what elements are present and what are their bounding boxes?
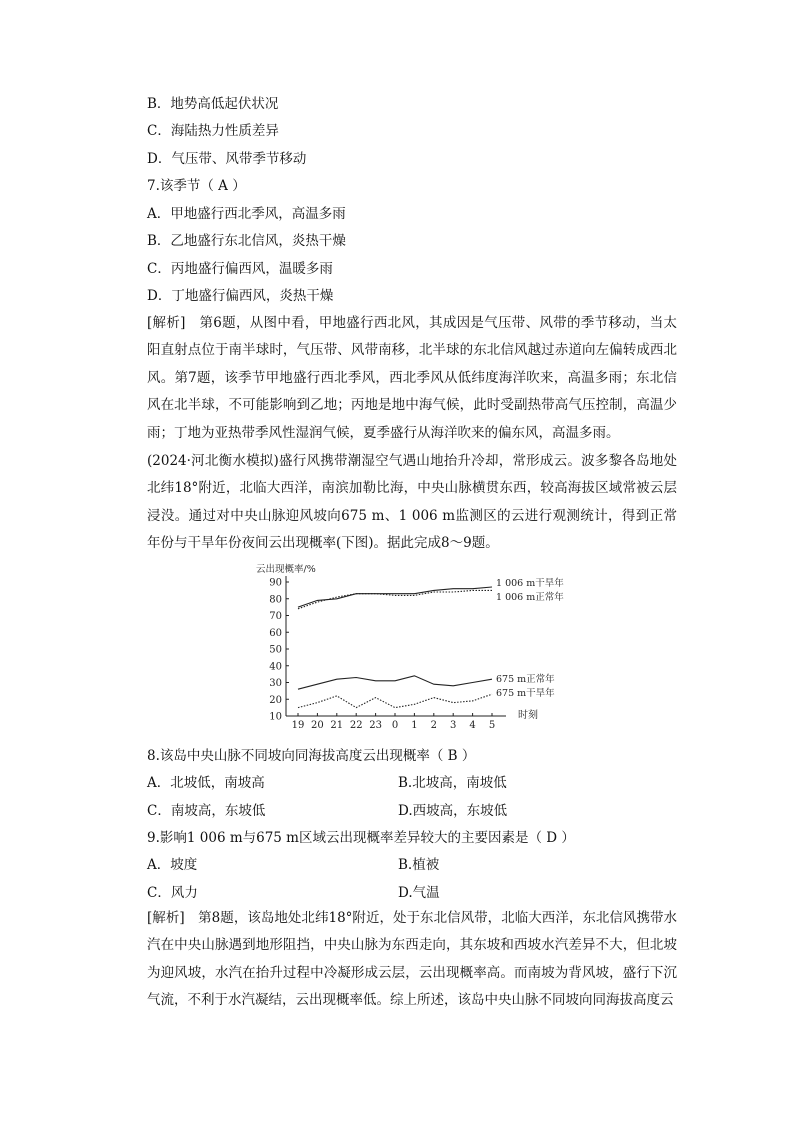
x-tick-label: 23 — [369, 720, 382, 730]
series-label-1: 1 006 m正常年 — [496, 592, 564, 603]
analysis-8-9: [解析] 第8题，该岛地处北纬18°附近，处于东北信风带，北临大西洋，东北信风携带水汽在中央山脉遇到地形阻挡，中央山脉为东西走向，其东坡和西坡水汽差异不大，但北坡为迎风坡，水汽在抬升过程中冷凝形成云层，云出现概率高。而南坡为背风坡，盛行下沉气流，不利于水汽凝结，云出现概率低。综上所述，该岛中央山脉不同坡向同海拔高度云 — [147, 910, 677, 1009]
q7-option-a: A．甲地盛行西北季风，高温多雨 — [147, 206, 346, 222]
q8-option-c: C．南坡高，东坡低 — [147, 803, 266, 819]
x-tick-label: 2 — [430, 720, 437, 730]
y-tick-label: 80 — [269, 594, 282, 606]
chart-axes — [286, 576, 506, 716]
series-line-3 — [298, 694, 492, 707]
x-tick-label: 1 — [411, 720, 418, 730]
y-tick-label: 40 — [269, 661, 282, 673]
analysis-6-7: [解析] 第6题，从图中看，甲地盛行西北风，其成因是气压带、风带的季节移动，当太阳直射点位于南半球时，气压带、风带南移，北半球的东北信风越过赤道向左偏转成西北风。第7题，该季节甲地盛行西北季风，西北季风从低纬度海洋吹来，高温多雨；东北信风在北半球，不可能影响到乙地；丙地是地中海气候，此时受副热带高气压控制，高温少雨；丁地为亚热带季风性湿润气候，夏季盛行从海洋吹来的偏东风，高温多雨。 — [147, 315, 677, 441]
y-tick-label: 50 — [269, 644, 282, 656]
y-tick-label: 70 — [269, 611, 282, 622]
series-line-2 — [298, 676, 492, 689]
series-label-3: 675 m干旱年 — [496, 688, 555, 699]
y-tick-label: 10 — [269, 711, 282, 723]
q8-option-b: B.北坡高，南坡低 — [398, 775, 507, 791]
chart-series-lines — [298, 587, 492, 708]
y-tick-label: 20 — [269, 694, 282, 706]
q9-stem: 9.影响1 006 m与675 m区域云出现概率差异较大的主要因素是（ D ） — [147, 830, 575, 846]
q7-option-d: D．丁地盛行偏西风，炎热干燥 — [147, 288, 334, 304]
chart-ylabel: 云出现概率/% — [256, 564, 316, 575]
q9-option-b: B.植被 — [398, 857, 440, 873]
series-label-2: 675 m正常年 — [496, 674, 555, 685]
x-tick-label: 3 — [450, 720, 457, 730]
x-tick-label: 20 — [311, 720, 324, 730]
q8-stem: 8.该岛中央山脉不同坡向同海拔高度云出现概率（ B ） — [147, 748, 476, 764]
q7-option-b: B．乙地盛行东北信风，炎热干燥 — [147, 233, 346, 249]
y-tick-label: 60 — [269, 627, 282, 639]
q7-stem: 7.该季节（ A ） — [147, 178, 246, 194]
q9-option-a: A．坡度 — [147, 857, 198, 873]
q7-option-c: C．丙地盛行偏西风，温暖多雨 — [147, 261, 333, 277]
x-tick-label: 0 — [391, 720, 399, 730]
x-tick-label: 21 — [330, 720, 344, 730]
series-label-0: 1 006 m干旱年 — [496, 578, 564, 589]
q9-option-d: D.气温 — [398, 885, 440, 901]
intro-8-9: (2024·河北衡水模拟)盛行风携带潮湿空气遇山地抬升冷却，常形成云。波多黎各岛地处北纬18°附近，北临大西洋，南滨加勒比海，中央山脉横贯东西，较高海拔区域常被云层浸没。通过对中央山脉迎风坡向675 m、1 006 m监测区的云进行观测统计，得到正常年份与干旱年份夜间云出现概率(下图)。据此完成8～9题。 — [147, 453, 677, 552]
q8-option-d: D.西坡高，东坡低 — [398, 803, 508, 819]
series-line-0 — [298, 587, 492, 607]
chart-xlabel: 时刻 — [518, 710, 538, 721]
x-tick-label: 22 — [349, 720, 363, 730]
q6-option-c: C．海陆热力性质差异 — [147, 123, 279, 139]
q9-option-c: C．风力 — [147, 885, 198, 901]
q8-option-a: A．北坡低，南坡高 — [147, 775, 265, 791]
x-tick-label: 5 — [488, 720, 496, 730]
cloud-probability-chart — [256, 560, 566, 730]
chart-series-labels — [496, 577, 564, 699]
x-tick-label: 4 — [469, 720, 476, 730]
x-tick-label: 19 — [291, 720, 305, 730]
q6-option-d: D．气压带、风带季节移动 — [147, 151, 307, 167]
q6-option-b: B．地势高低起伏状况 — [147, 96, 279, 112]
y-tick-label: 90 — [269, 577, 282, 589]
y-tick-label: 30 — [269, 678, 282, 689]
